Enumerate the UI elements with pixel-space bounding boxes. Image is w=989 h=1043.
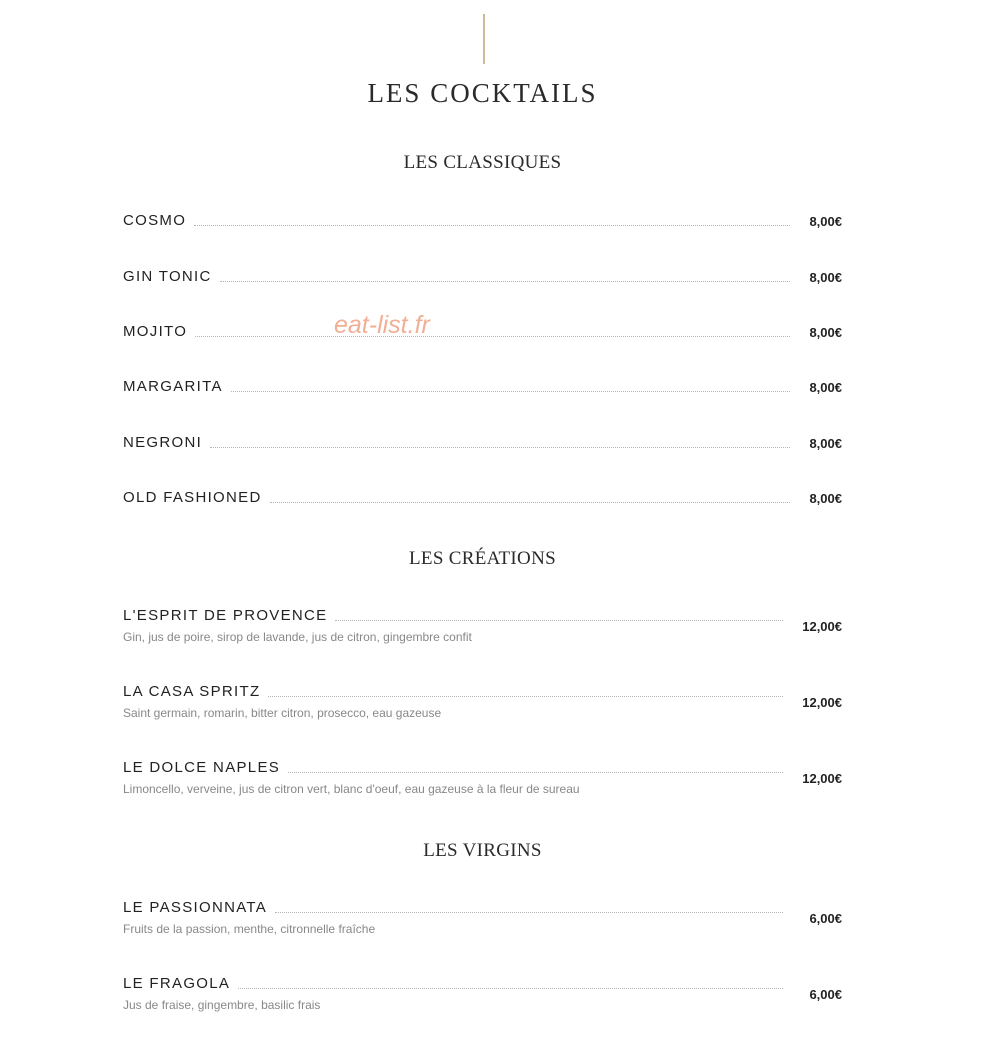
dotted-leader	[195, 335, 790, 337]
dotted-leader	[335, 619, 783, 621]
item-name: LE PASSIONNATA	[123, 899, 268, 916]
dotted-leader	[270, 501, 790, 503]
menu-item	[123, 899, 842, 936]
menu-item	[123, 212, 842, 230]
menu-item	[123, 434, 842, 452]
item-description: Fruits de la passion, menthe, citronnelle fraîche	[123, 922, 376, 936]
item-price: 8,00€	[809, 491, 842, 506]
item-price: 12,00€	[802, 771, 842, 786]
watermark: eat-list.fr	[334, 311, 430, 339]
menu-item	[123, 489, 842, 507]
item-name: COSMO	[123, 212, 187, 229]
item-price: 6,00€	[809, 911, 842, 926]
item-name: LE FRAGOLA	[123, 975, 231, 992]
menu-item	[123, 607, 842, 644]
item-name: NEGRONI	[123, 434, 203, 451]
item-price: 8,00€	[809, 436, 842, 451]
dotted-leader	[275, 911, 783, 913]
menu-item	[123, 683, 842, 720]
dotted-leader	[238, 987, 783, 989]
dotted-leader	[220, 280, 790, 282]
item-description: Saint germain, romarin, bitter citron, prosecco, eau gazeuse	[123, 706, 442, 720]
item-name: MOJITO	[123, 323, 188, 340]
item-name: L'ESPRIT DE PROVENCE	[123, 607, 328, 624]
item-description: Jus de fraise, gingembre, basilic frais	[123, 998, 321, 1012]
item-price: 8,00€	[809, 380, 842, 395]
top-divider-line	[483, 14, 485, 64]
item-price: 6,00€	[809, 987, 842, 1002]
page-title: LES COCKTAILS	[367, 78, 598, 108]
item-price: 12,00€	[802, 695, 842, 710]
section-title-classiques: LES CLASSIQUES	[403, 152, 562, 173]
dotted-leader	[210, 446, 790, 448]
menu-item	[123, 975, 842, 1012]
dotted-leader	[231, 390, 790, 392]
item-price: 12,00€	[802, 619, 842, 634]
item-name: MARGARITA	[123, 378, 223, 395]
item-name: LE DOLCE NAPLES	[123, 759, 281, 776]
item-name: LA CASA SPRITZ	[123, 683, 261, 700]
item-description: Limoncello, verveine, jus de citron vert, blanc d'oeuf, eau gazeuse à la fleur de sureau	[123, 782, 580, 796]
menu-item	[123, 759, 842, 796]
item-price: 8,00€	[809, 270, 842, 285]
item-price: 8,00€	[809, 325, 842, 340]
dotted-leader	[288, 771, 783, 773]
item-name: OLD FASHIONED	[123, 489, 262, 506]
section-title-virgins: LES VIRGINS	[423, 840, 542, 861]
menu-item	[123, 323, 842, 341]
item-price: 8,00€	[809, 214, 842, 229]
section-title-creations: LES CRÉATIONS	[409, 548, 556, 569]
item-name: GIN TONIC	[123, 268, 212, 285]
dotted-leader	[194, 224, 790, 226]
dotted-leader	[268, 695, 783, 697]
item-description: Gin, jus de poire, sirop de lavande, jus de citron, gingembre confit	[123, 630, 472, 644]
menu-item	[123, 268, 842, 286]
menu-item	[123, 378, 842, 396]
